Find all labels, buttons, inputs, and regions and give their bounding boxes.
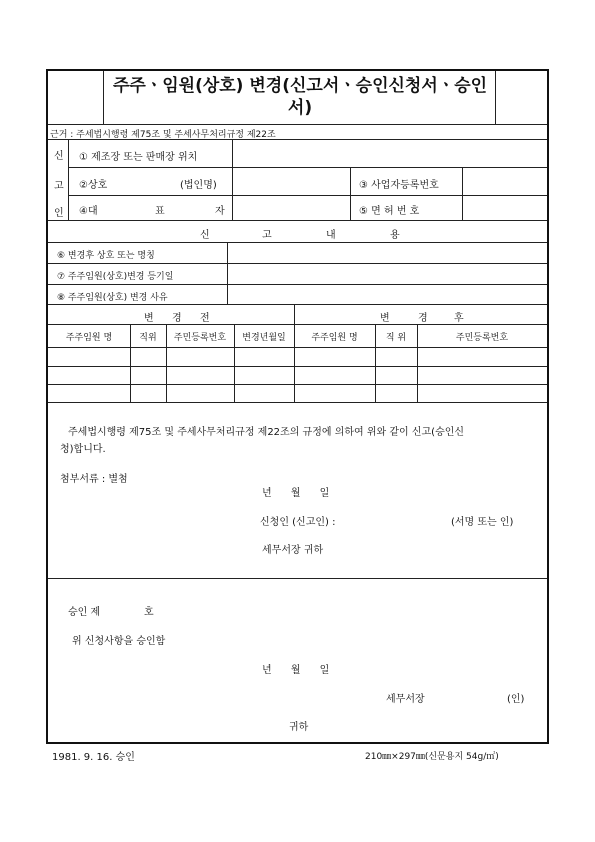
column-header: 주주임원 명 [311, 332, 358, 343]
business-number-field[interactable] [464, 169, 545, 193]
applicant-side-label: 신 [54, 151, 64, 162]
column-header: 주민등록번호 [173, 332, 227, 343]
divider [48, 124, 547, 125]
title-right-border [495, 71, 496, 124]
new-name-label: ⑥ 변경후 상호 또는 명칭 [57, 251, 155, 261]
divider [48, 242, 547, 243]
representative-label: 자 [215, 206, 225, 217]
divider [68, 139, 69, 220]
divider [227, 242, 228, 304]
after-header: 후 [454, 313, 464, 324]
representative-label: ④대 [79, 206, 98, 217]
sign-label: (서명 또는 인) [451, 517, 514, 528]
approval-number-label: 승인 제 [68, 607, 101, 618]
applicant-name-field[interactable] [370, 509, 445, 525]
footer-paper-spec: 210㎜×297㎜(신문용지 54g/㎡) [365, 752, 499, 762]
column-header: 직 위 [385, 332, 407, 343]
corp-name-label: (법인명) [180, 180, 217, 191]
representative-label: 표 [155, 206, 165, 217]
column-header: 직위 [139, 332, 157, 343]
statement-line: 청)합니다. [60, 444, 106, 455]
divider [462, 167, 463, 220]
footer-approval-date: 1981. 9. 16. 승인 [52, 752, 135, 763]
divider [232, 139, 233, 220]
attachments-label: 첨부서류 : 별첨 [60, 474, 128, 485]
after-header: 경 [418, 313, 428, 324]
report-header: 내 [326, 230, 336, 241]
report-header: 신 [200, 230, 210, 241]
title-left-border [103, 71, 104, 124]
divider [68, 167, 547, 168]
table-row[interactable] [48, 348, 547, 365]
new-name-field[interactable] [229, 244, 545, 262]
report-header: 용 [390, 230, 400, 241]
tax-office-chief: 세무서장 [386, 694, 425, 705]
change-reason-label: ⑧ 주주임원(상호) 변경 사유 [57, 293, 168, 303]
form-title: 주주ㆍ임원(상호) 변경(신고서ㆍ승인신청서ㆍ승인서) [112, 76, 488, 118]
registration-date-field[interactable] [229, 265, 545, 283]
seal-label: (인) [507, 694, 525, 705]
column-header: 주주임원 명 [65, 332, 113, 343]
license-number-field[interactable] [464, 197, 545, 218]
divider [48, 263, 547, 264]
basis-text: 근거 : 주세법시행령 제75조 및 주세사무처리규정 제22조 [50, 130, 276, 140]
divider [48, 578, 547, 579]
approval-number-suffix: 호 [144, 607, 154, 618]
divider [48, 220, 547, 221]
license-number-label: ⑤ 면 허 번 호 [359, 206, 420, 217]
location-field[interactable] [234, 141, 545, 165]
table-row[interactable] [48, 367, 547, 383]
approval-date: 년 월 일 [262, 665, 330, 676]
before-header: 변 [144, 313, 154, 324]
change-reason-field[interactable] [229, 286, 545, 303]
business-number-label: ③ 사업자등록번호 [359, 180, 439, 191]
divider [48, 284, 547, 285]
divider [350, 167, 351, 220]
trade-name-label: ②상호 [79, 180, 108, 191]
registration-date-label: ⑦ 주주임원(상호)변경 등기일 [57, 272, 174, 282]
divider [48, 402, 547, 403]
column-header: 주민등록번호 [455, 332, 509, 343]
statement-line: 주세법시행령 제75조 및 주세사무처리규정 제22조의 규정에 의하여 위와 같이 신고(승인신 [68, 427, 465, 438]
divider [68, 195, 547, 196]
approval-addressee: 귀하 [289, 722, 309, 733]
report-header: 고 [262, 230, 272, 241]
after-header: 변 [380, 313, 390, 324]
column-header: 변경년월일 [242, 332, 286, 343]
applicant-label: 신청인 (신고인) : [260, 517, 336, 528]
applicant-side-label: 인 [54, 208, 64, 219]
before-header: 경 [172, 313, 182, 324]
report-date: 년 월 일 [262, 488, 330, 499]
addressee: 세무서장 귀하 [262, 545, 324, 556]
trade-name-field[interactable] [234, 169, 348, 193]
table-row[interactable] [48, 385, 547, 401]
applicant-side-label: 고 [54, 181, 64, 192]
representative-field[interactable] [234, 197, 348, 218]
before-header: 전 [200, 313, 210, 324]
location-label: ① 제조장 또는 판매장 위치 [79, 152, 198, 163]
divider [48, 304, 547, 305]
divider [48, 139, 547, 140]
approval-text: 위 신청사항을 승인함 [72, 636, 166, 647]
